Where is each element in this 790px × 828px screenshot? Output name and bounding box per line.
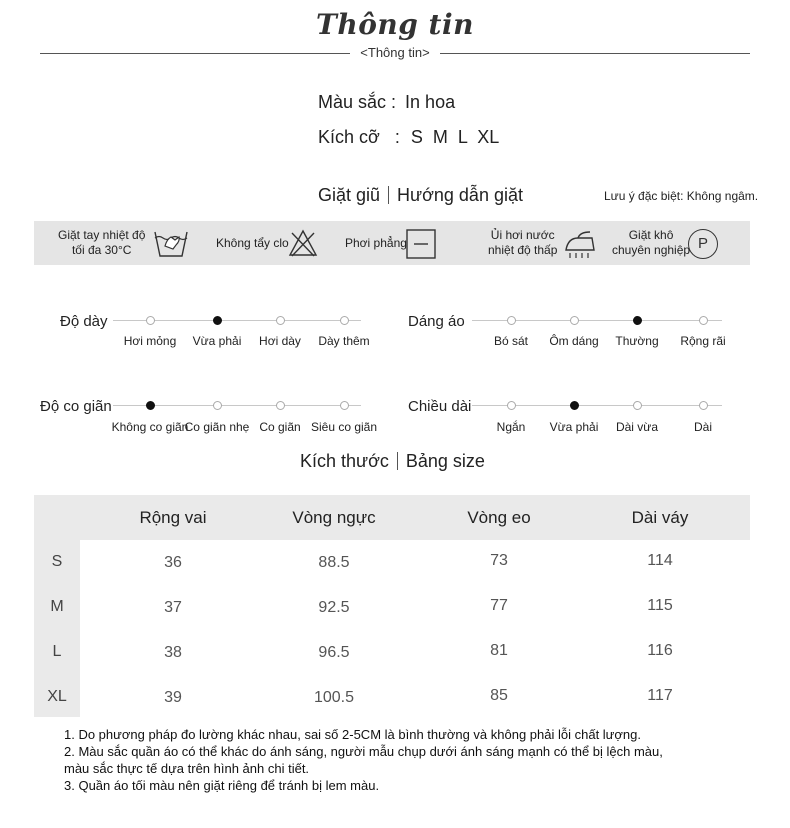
care-label-line: nhiệt độ thấp <box>488 243 558 257</box>
scale-label-thickness: Độ dày <box>60 313 108 330</box>
note-line: 2. Màu sắc quần áo có thể khác do ánh sáng, người mẫu chụp dưới ánh sáng mạnh có thể bị lệch màu, <box>64 744 663 759</box>
scale-option: Vừa phải <box>192 334 242 348</box>
scale-option: Thường <box>615 334 659 348</box>
scale-label-length: Chiều dài <box>408 398 472 415</box>
note-line: màu sắc thực tế dựa trên hình ảnh chi tiết. <box>64 761 310 776</box>
scale-dot <box>633 401 642 410</box>
scale-dot <box>276 316 285 325</box>
scale-option: Co giãn nhẹ <box>184 420 250 434</box>
scale-dot <box>699 401 708 410</box>
scale-dot <box>213 401 222 410</box>
scale-dot <box>507 401 516 410</box>
care-item-dry-flat: Phơi phẳng <box>345 236 407 250</box>
scale-dot-selected <box>213 316 222 325</box>
table-cell: 88.5 <box>318 554 350 571</box>
scale-option: Không co giãn <box>111 420 189 434</box>
table-column-header: Vòng eo <box>467 508 531 527</box>
care-label-line: Giặt khô <box>628 228 674 242</box>
table-row-size: S <box>51 553 63 570</box>
table-cell: 114 <box>647 552 673 569</box>
notes <box>64 726 663 794</box>
table-cell: 96.5 <box>318 644 350 661</box>
washing-note: Lưu ý đặc biệt: Không ngâm. <box>604 189 759 203</box>
table-cell: 37 <box>164 599 182 616</box>
scale-option: Dày thêm <box>318 334 370 348</box>
size-chart-title: Kích thước <box>300 451 389 471</box>
table-cell: 73 <box>490 552 508 569</box>
table-row-size: M <box>50 598 64 615</box>
care-label-line: chuyên nghiệp <box>612 243 691 257</box>
table-row-size: L <box>52 643 62 660</box>
scale-dot-selected <box>633 316 642 325</box>
hand-wash-icon <box>152 226 190 260</box>
scale-option: Siêu co giãn <box>310 420 378 434</box>
size-label: Kích cỡ <box>318 127 380 147</box>
care-item-no-bleach: Không tẩy clo <box>216 236 289 250</box>
scale-dot <box>146 316 155 325</box>
scale-label-fit: Dáng áo <box>408 313 465 330</box>
page-subtitle: <Thông tin> <box>360 45 430 60</box>
table-row-size: XL <box>47 688 67 705</box>
heading-separator <box>388 186 389 204</box>
color-row <box>318 92 455 113</box>
scale-option: Bó sát <box>493 334 529 348</box>
table-column-header: Vòng ngực <box>292 508 376 527</box>
table-column-header: Rộng vai <box>139 508 207 527</box>
heading-separator <box>397 452 398 470</box>
page-title: Thông tin <box>316 8 474 41</box>
care-item-steam-iron <box>488 228 557 258</box>
scale-option: Hơi dày <box>259 334 301 348</box>
scale-option: Dài vừa <box>615 420 659 434</box>
color-value: In hoa <box>405 92 456 112</box>
table-cell: 81 <box>490 642 508 659</box>
washing-title: Giặt giũ <box>318 185 381 205</box>
table-cell: 85 <box>490 687 508 704</box>
size-value: S M L XL <box>410 127 500 147</box>
scale-label-stretch: Độ co giãn <box>40 398 112 415</box>
table-cell: 39 <box>164 689 182 706</box>
note-line: 3. Quần áo tối màu nên giặt riêng để tránh bị lem màu. <box>64 778 380 793</box>
scale-dot <box>507 316 516 325</box>
washing-heading <box>318 185 523 206</box>
scale-option: Ngắn <box>496 420 526 434</box>
scale-dot-selected <box>146 401 155 410</box>
care-label-line: Giặt tay nhiệt độ <box>58 228 146 242</box>
scale-option: Dài <box>693 420 712 434</box>
dry-flat-icon <box>406 229 436 259</box>
scale-dot <box>340 316 349 325</box>
scale-option: Rộng rãi <box>680 334 726 348</box>
steam-iron-icon <box>562 228 598 260</box>
scale-option: Vừa phải <box>549 420 599 434</box>
table-cell: 36 <box>164 554 182 571</box>
table-cell: 77 <box>490 597 508 614</box>
scale-dot <box>340 401 349 410</box>
scale-option: Hơi mỏng <box>123 334 177 348</box>
table-cell: 100.5 <box>313 689 355 706</box>
scale-option: Co giãn <box>259 420 301 434</box>
scale-dot <box>699 316 708 325</box>
color-label: Màu sắc : <box>318 92 397 112</box>
care-item-dry-clean <box>612 228 690 258</box>
table-cell: 38 <box>164 644 182 661</box>
scale-dot <box>570 316 579 325</box>
no-bleach-icon <box>288 229 318 257</box>
table-cell: 116 <box>647 642 673 659</box>
dry-clean-icon: P <box>688 229 718 259</box>
size-chart-heading <box>300 451 485 472</box>
scale-dot-selected <box>570 401 579 410</box>
size-colon: : <box>394 127 400 147</box>
note-line: 1. Do phương pháp đo lường khác nhau, sai số 2-5CM là bình thường và không phải lỗi chất lượng. <box>64 727 641 742</box>
size-row <box>318 127 499 148</box>
washing-subtitle: Hướng dẫn giặt <box>397 185 523 205</box>
care-label-line: tối đa 30°C <box>71 243 132 257</box>
table-column-header: Dài váy <box>631 508 689 527</box>
scale-option: Ôm dáng <box>549 334 599 348</box>
table-cell: 117 <box>647 687 673 704</box>
scale-dot <box>276 401 285 410</box>
care-label-line: Ủi hơi nước <box>490 228 555 242</box>
table-cell: 92.5 <box>318 599 350 616</box>
table-cell: 115 <box>647 597 673 614</box>
care-item-hand-wash <box>58 228 145 258</box>
size-chart-subtitle: Bảng size <box>405 451 485 471</box>
